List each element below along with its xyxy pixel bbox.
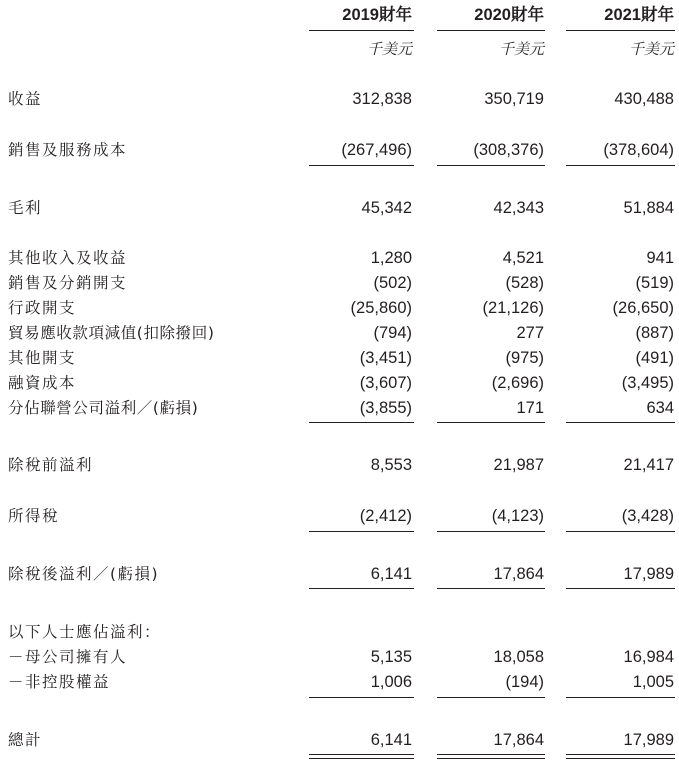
row-label-admin-expenses: 行政開支 [8, 299, 77, 317]
value-cell: 42,343 [493, 199, 544, 217]
subtotal-rule [309, 531, 414, 532]
value-cell: (502) [373, 274, 412, 292]
value-cell: (308,376) [473, 141, 544, 159]
value-cell: (2,696) [491, 374, 544, 392]
value-cell: 17,989 [623, 565, 674, 583]
value-cell: 8,553 [370, 456, 412, 474]
value-cell: (887) [635, 324, 674, 342]
value-cell: 21,417 [623, 456, 674, 474]
value-cell: 45,342 [361, 199, 412, 217]
value-cell: 18,058 [493, 648, 544, 666]
value-cell: 171 [516, 399, 544, 417]
value-cell: 17,989 [623, 731, 674, 749]
subtotal-rule [309, 422, 414, 423]
value-cell: 1,280 [370, 249, 412, 267]
value-cell: (491) [635, 349, 674, 367]
header-rule [566, 30, 675, 31]
value-cell: 51,884 [623, 199, 674, 217]
value-cell: 17,864 [493, 565, 544, 583]
value-cell: (794) [373, 324, 412, 342]
value-cell: 312,838 [352, 90, 412, 108]
subtotal-rule [309, 697, 414, 698]
row-label-gross-profit: 毛利 [8, 199, 43, 217]
unit-label-2019: 千美元 [366, 40, 412, 58]
subtotal-rule [437, 531, 545, 532]
value-cell: (21,126) [482, 299, 544, 317]
column-header-2021: 2021財年 [604, 6, 674, 24]
value-cell: 5,135 [370, 648, 412, 666]
column-header-2019: 2019財年 [342, 6, 412, 24]
value-cell: 634 [646, 399, 674, 417]
subtotal-rule [437, 422, 545, 423]
value-cell: 350,719 [484, 90, 544, 108]
value-cell: 4,521 [502, 249, 544, 267]
total-double-rule [437, 754, 545, 755]
header-rule [309, 30, 414, 31]
value-cell: (528) [505, 274, 544, 292]
row-label-other-expenses: 其他開支 [8, 349, 77, 367]
value-cell: 6,141 [370, 565, 412, 583]
row-label-non-controlling: －非控股權益 [8, 673, 111, 691]
subtotal-rule [437, 588, 545, 589]
subtotal-rule [309, 165, 414, 166]
row-label-share-of-associates: 分佔聯營公司溢利／(虧損) [8, 399, 199, 417]
subtotal-rule [566, 531, 675, 532]
row-label-owners-of-parent: －母公司擁有人 [8, 648, 128, 666]
row-label-revenue: 收益 [8, 90, 43, 108]
value-cell: (3,607) [359, 374, 412, 392]
value-cell: (26,650) [612, 299, 674, 317]
row-label-selling-expenses: 銷售及分銷開支 [8, 274, 128, 292]
value-cell: 21,987 [493, 456, 544, 474]
row-label-impairment: 貿易應收款項減值(扣除撥回) [8, 324, 215, 342]
subtotal-rule [437, 165, 545, 166]
value-cell: 1,005 [632, 673, 674, 691]
value-cell: 16,984 [623, 648, 674, 666]
column-header-2020: 2020財年 [474, 6, 544, 24]
subtotal-rule [566, 422, 675, 423]
value-cell: 277 [516, 324, 544, 342]
subtotal-rule [566, 588, 675, 589]
value-cell: (975) [505, 349, 544, 367]
value-cell: 430,488 [614, 90, 674, 108]
subtotal-rule [437, 697, 545, 698]
unit-label-2021: 千美元 [628, 40, 674, 58]
subtotal-rule [566, 165, 675, 166]
row-label-other-income: 其他收入及收益 [8, 249, 128, 267]
unit-label-2020: 千美元 [498, 40, 544, 58]
row-label-income-tax: 所得稅 [8, 507, 60, 525]
value-cell: (378,604) [603, 141, 674, 159]
row-label-profit-attributable: 以下人士應佔溢利： [8, 623, 162, 641]
value-cell: (3,428) [621, 507, 674, 525]
value-cell: (3,855) [359, 399, 412, 417]
subtotal-rule [566, 697, 675, 698]
subtotal-rule [309, 588, 414, 589]
total-double-rule [309, 754, 414, 755]
value-cell: 941 [646, 249, 674, 267]
total-double-rule [566, 754, 675, 755]
value-cell: (2,412) [359, 507, 412, 525]
row-label-cost-of-sales: 銷售及服務成本 [8, 141, 128, 159]
header-rule [437, 30, 545, 31]
row-label-profit-after-tax: 除稅後溢利／(虧損) [8, 565, 160, 583]
row-label-total: 總計 [8, 731, 43, 749]
value-cell: (25,860) [350, 299, 412, 317]
value-cell: (4,123) [491, 507, 544, 525]
total-double-rule [309, 758, 414, 759]
value-cell: (3,495) [621, 374, 674, 392]
value-cell: 6,141 [370, 731, 412, 749]
row-label-profit-before-tax: 除稅前溢利 [8, 456, 94, 474]
value-cell: (519) [635, 274, 674, 292]
value-cell: 1,006 [370, 673, 412, 691]
total-double-rule [437, 758, 545, 759]
row-label-finance-costs: 融資成本 [8, 374, 77, 392]
total-double-rule [566, 758, 675, 759]
value-cell: 17,864 [493, 731, 544, 749]
value-cell: (267,496) [341, 141, 412, 159]
value-cell: (194) [505, 673, 544, 691]
value-cell: (3,451) [359, 349, 412, 367]
